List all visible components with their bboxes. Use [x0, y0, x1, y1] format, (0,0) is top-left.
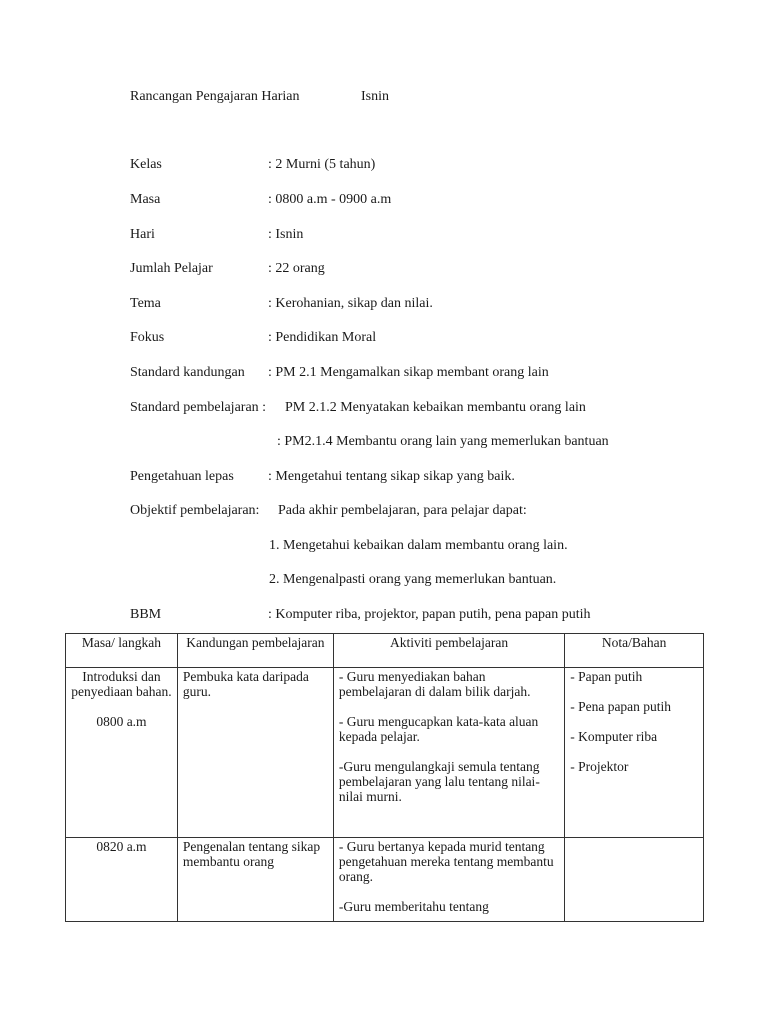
table-cell-aktiviti: [333, 838, 564, 922]
field-label-fokus: Fokus: [130, 330, 165, 345]
field-value-masa: : 0800 a.m - 0900 a.m: [268, 192, 392, 207]
field-label-standard-kandungan: Standard kandungan: [130, 365, 245, 380]
nota-item: - Projektor: [570, 759, 629, 774]
table-cell-nota: [565, 838, 704, 922]
aktiviti-item: -Guru memberitahu tentang: [338, 899, 489, 914]
field-label-bbm: BBM: [130, 607, 162, 622]
table-cell-masa: [66, 668, 178, 838]
nota-item: - Komputer riba: [570, 729, 658, 744]
lesson-table: [65, 633, 704, 922]
field-value-standard-pembelajaran: PM 2.1.2 Menyatakan kebaikan membantu orang lain: [285, 400, 586, 415]
aktiviti-item: -Guru mengulangkaji semula tentang pembelajaran yang lalu tentang nilai-nilai murni.: [338, 759, 540, 804]
field-value-kelas: : 2 Murni (5 tahun): [268, 157, 376, 172]
field-label-tema: Tema: [130, 296, 161, 311]
objektif-item-2: 2. Mengenalpasti orang yang memerlukan bantuan.: [269, 572, 557, 587]
field-value-hari: : Isnin: [268, 227, 304, 242]
nota-item: - Papan putih: [570, 669, 643, 684]
table-cell-kandungan: Pembuka kata daripada guru.: [177, 668, 333, 838]
field-value-bbm: : Komputer riba, projektor, papan putih, pena papan putih: [268, 607, 591, 622]
field-label-pengetahuan-lepas: Pengetahuan lepas: [130, 469, 234, 484]
field-value-standard-pembelajaran-2: : PM2.1.4 Membantu orang lain yang memerlukan bantuan: [277, 434, 609, 449]
page-title-day: Isnin: [361, 89, 389, 104]
field-value-standard-kandungan: : PM 2.1 Mengamalkan sikap membant orang lain: [268, 365, 549, 380]
cell-masa-time: 0800 a.m: [96, 714, 147, 729]
field-label-hari: Hari: [130, 227, 155, 242]
page-title: Rancangan Pengajaran Harian: [130, 89, 300, 104]
objektif-item-1: 1. Mengetahui kebaikan dalam membantu orang lain.: [269, 538, 568, 553]
table-cell-aktiviti: [333, 668, 564, 838]
field-label-jumlah-pelajar: Jumlah Pelajar: [130, 261, 213, 276]
field-label-objektif: Objektif pembelajaran:: [130, 503, 260, 518]
field-value-tema: : Kerohanian, sikap dan nilai.: [268, 296, 433, 311]
aktiviti-item: - Guru bertanya kepada murid tentang pengetahuan mereka tentang membantu orang.: [338, 839, 554, 884]
table-cell-masa: 0820 a.m: [66, 838, 178, 922]
table-cell-kandungan: Pengenalan tentang sikap membantu orang: [177, 838, 333, 922]
table-header-masa: Masa/ langkah: [66, 634, 178, 668]
nota-item: - Pena papan putih: [570, 699, 672, 714]
field-label-kelas: Kelas: [130, 157, 162, 172]
table-cell-nota: [565, 668, 704, 838]
field-label-masa: Masa: [130, 192, 161, 207]
table-header-nota: Nota/Bahan: [565, 634, 704, 668]
field-label-standard-pembelajaran: Standard pembelajaran :: [130, 400, 267, 415]
field-value-objektif: Pada akhir pembelajaran, para pelajar dapat:: [278, 503, 527, 518]
cell-masa-label: Introduksi dan penyediaan bahan.: [71, 669, 172, 699]
field-value-jumlah-pelajar: : 22 orang: [268, 261, 325, 276]
table-row: [66, 838, 704, 922]
aktiviti-item: - Guru menyediakan bahan pembelajaran di dalam bilik darjah.: [338, 669, 531, 699]
aktiviti-item: - Guru mengucapkan kata-kata aluan kepada pelajar.: [338, 714, 539, 744]
table-header-aktiviti: Aktiviti pembelajaran: [333, 634, 564, 668]
table-header-kandungan: Kandungan pembelajaran: [177, 634, 333, 668]
field-value-pengetahuan-lepas: : Mengetahui tentang sikap sikap yang baik.: [268, 469, 515, 484]
field-value-fokus: : Pendidikan Moral: [268, 330, 377, 345]
table-header-row: [66, 634, 704, 668]
table-row: [66, 668, 704, 838]
